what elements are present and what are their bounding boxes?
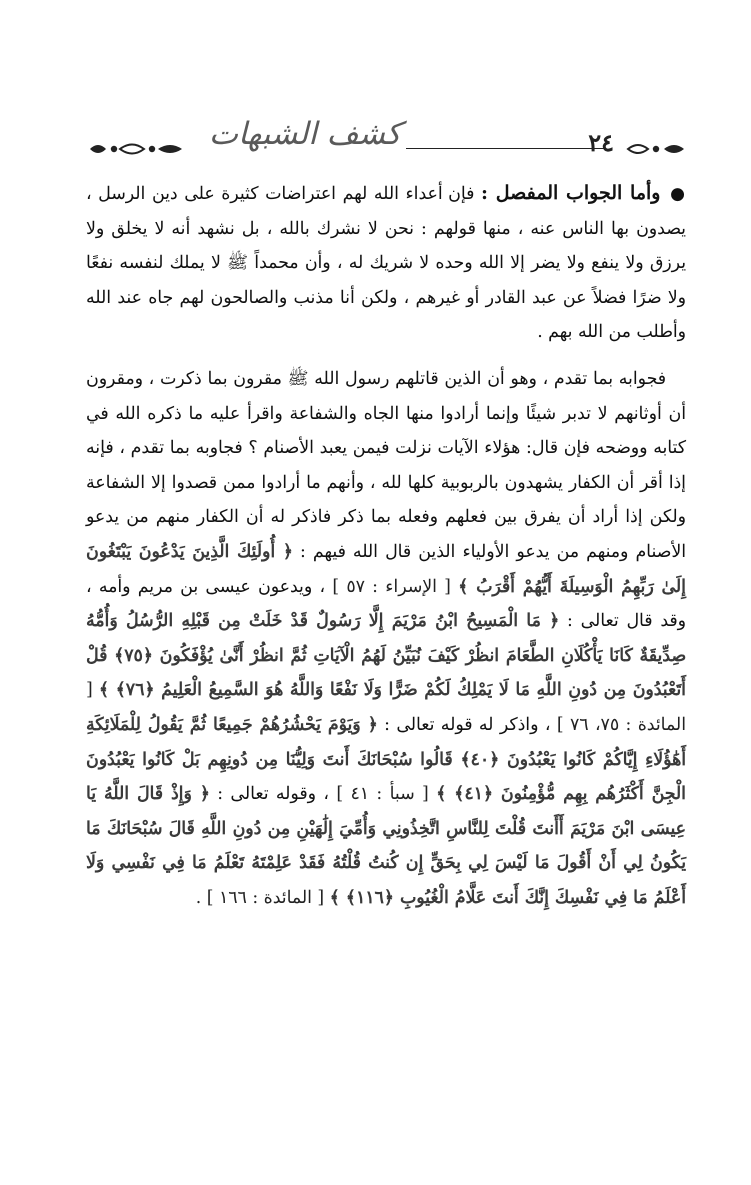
quran-verse: ﴿ وَيَوْمَ يَحْشُرُهُمْ جَمِيعًا ثُمَّ يَقُولُ لِلْمَلَائِكَةِ أَهَٰؤُلَاءِ إِيَّاكُمْ كَانُوا يَعْبُدُونَ ﴿٤٠﴾ قَالُوا سُبْحَانَكَ أَنتَ وَلِيُّنَا مِن دُونِهِم بَلْ كَانُوا يَعْبُدُونَ الْجِنَّ أَكْثَرُهُم بِهِم مُّؤْمِنُونَ ﴿٤١﴾ ﴾ [86, 714, 686, 805]
page-content [86, 176, 686, 915]
paragraph-text: ، واذكر له قوله تعالى : [384, 714, 551, 735]
page-header [88, 110, 686, 186]
quran-verse: ﴿ أُولَئِكَ الَّذِينَ يَدْعُونَ يَبْتَغُونَ إِلَىٰ رَبِّهِمُ الْوَسِيلَةَ أَيُّهُمْ أَقْرَبُ ﴾ [86, 541, 686, 597]
page-number: ٢٤ [588, 128, 614, 157]
quran-verse: ﴿ مَا الْمَسِيحُ ابْنُ مَرْيَمَ إِلَّا رَسُولٌ قَدْ خَلَتْ مِن قَبْلِهِ الرُّسُلُ وَأُمُّهُ صِدِّيقَةٌ كَانَا يَأْكُلَانِ الطَّعَامَ انظُرْ كَيْفَ نُبَيِّنُ لَهُمُ الْآيَاتِ ثُمَّ انظُرْ أَنَّىٰ يُؤْفَكُونَ ﴿٧٥﴾ قُلْ أَتَعْبُدُونَ مِن دُونِ اللَّهِ مَا لَا يَمْلِكُ لَكُمْ ضَرًّا وَلَا نَفْعًا وَاللَّهُ هُوَ السَّمِيعُ الْعَلِيمُ ﴿٧٦﴾ ﴾ [86, 611, 687, 701]
paragraph-text: فإن أعداء الله لهم اعتراضات كثيرة على دين الرسل ، يصدون بها الناس عنه ، منها قولهم : نحن لا نشرك بالله ، بل نشهد أنه لا يخلق ولا يرزق ولا ينفع ولا يضر إلا الله وحده لا شريك له ، وأن محمداً ﷺ لا يملك لنفسه نفعًا ولا ضرًا فضلاً عن عبد القادر أو غيرهم ، ولكن أنا مذنب والصالحون لهم جاه عند الله وأطلب من الله بهم . [86, 184, 686, 343]
verse-reference: [ المائدة : ١٦٦ ] . [195, 887, 325, 908]
bullet-icon: ● [670, 184, 687, 204]
header-rule [406, 148, 606, 149]
section-lead: وأما الجواب المفصل : [481, 182, 661, 204]
right-ornament-icon [626, 140, 686, 158]
verse-reference: [ سبأ : ٤١ ] [336, 784, 429, 805]
paragraph-detailed-answer [86, 176, 686, 350]
paragraph-text: ، وقوله تعالى : [217, 784, 329, 805]
left-ornament-icon [88, 140, 184, 158]
paragraph-text: ، ويدعون عيسى بن مريم وأمه ، وقد قال تعالى : [86, 576, 686, 632]
header-title: كشف الشبهات [208, 116, 402, 152]
verse-reference: [ الإسراء : ٥٧ ] [332, 576, 451, 597]
verse-reference: [ المائدة : ٧٥، ٧٦ ] [86, 680, 686, 735]
quran-verse: ﴿ وَإِذْ قَالَ اللَّهُ يَا عِيسَى ابْنَ مَرْيَمَ أَأَنتَ قُلْتَ لِلنَّاسِ اتَّخِذُونِي وَأُمِّيَ إِلَٰهَيْنِ مِن دُونِ اللَّهِ قَالَ سُبْحَانَكَ مَا يَكُونُ لِي أَنْ أَقُولَ مَا لَيْسَ لِي بِحَقٍّ إِن كُنتُ قُلْتُهُ فَقَدْ عَلِمْتَهُ تَعْلَمُ مَا فِي نَفْسِي وَلَا أَعْلَمُ مَا فِي نَفْسِكَ إِنَّكَ أَنتَ عَلَّامُ الْغُيُوبِ ﴿١١٦﴾ ﴾ [86, 784, 686, 908]
paragraph-reply [86, 362, 686, 916]
paragraph-text: فجوابه بما تقدم ، وهو أن الذين قاتلهم رسول الله ﷺ مقرون بما ذكرت ، ومقرون أن أوثانهم لا تدبر شيئًا وإنما أرادوا منها الجاه والشفاعة واقرأ عليه ما ذكره الله في كتابه ووضحه فإن قال: هؤلاء الآيات نزلت فيمن يعبد الأصنام ؟ فجاوبه بما تقدم ، فإنه إذا أقر أن الكفار يشهدون بالربوبية كلها لله ، وأنهم ما أرادوا ممن قصدوا إلا الشفاعة ولكن إذا أراد أن يفرق بين فعلهم وفعله بما ذكر فاذكر له أن الكفار منهم من يدعو الأصنام ومنهم من يدعو الأولياء الذين قال الله فيهم : [86, 368, 686, 562]
